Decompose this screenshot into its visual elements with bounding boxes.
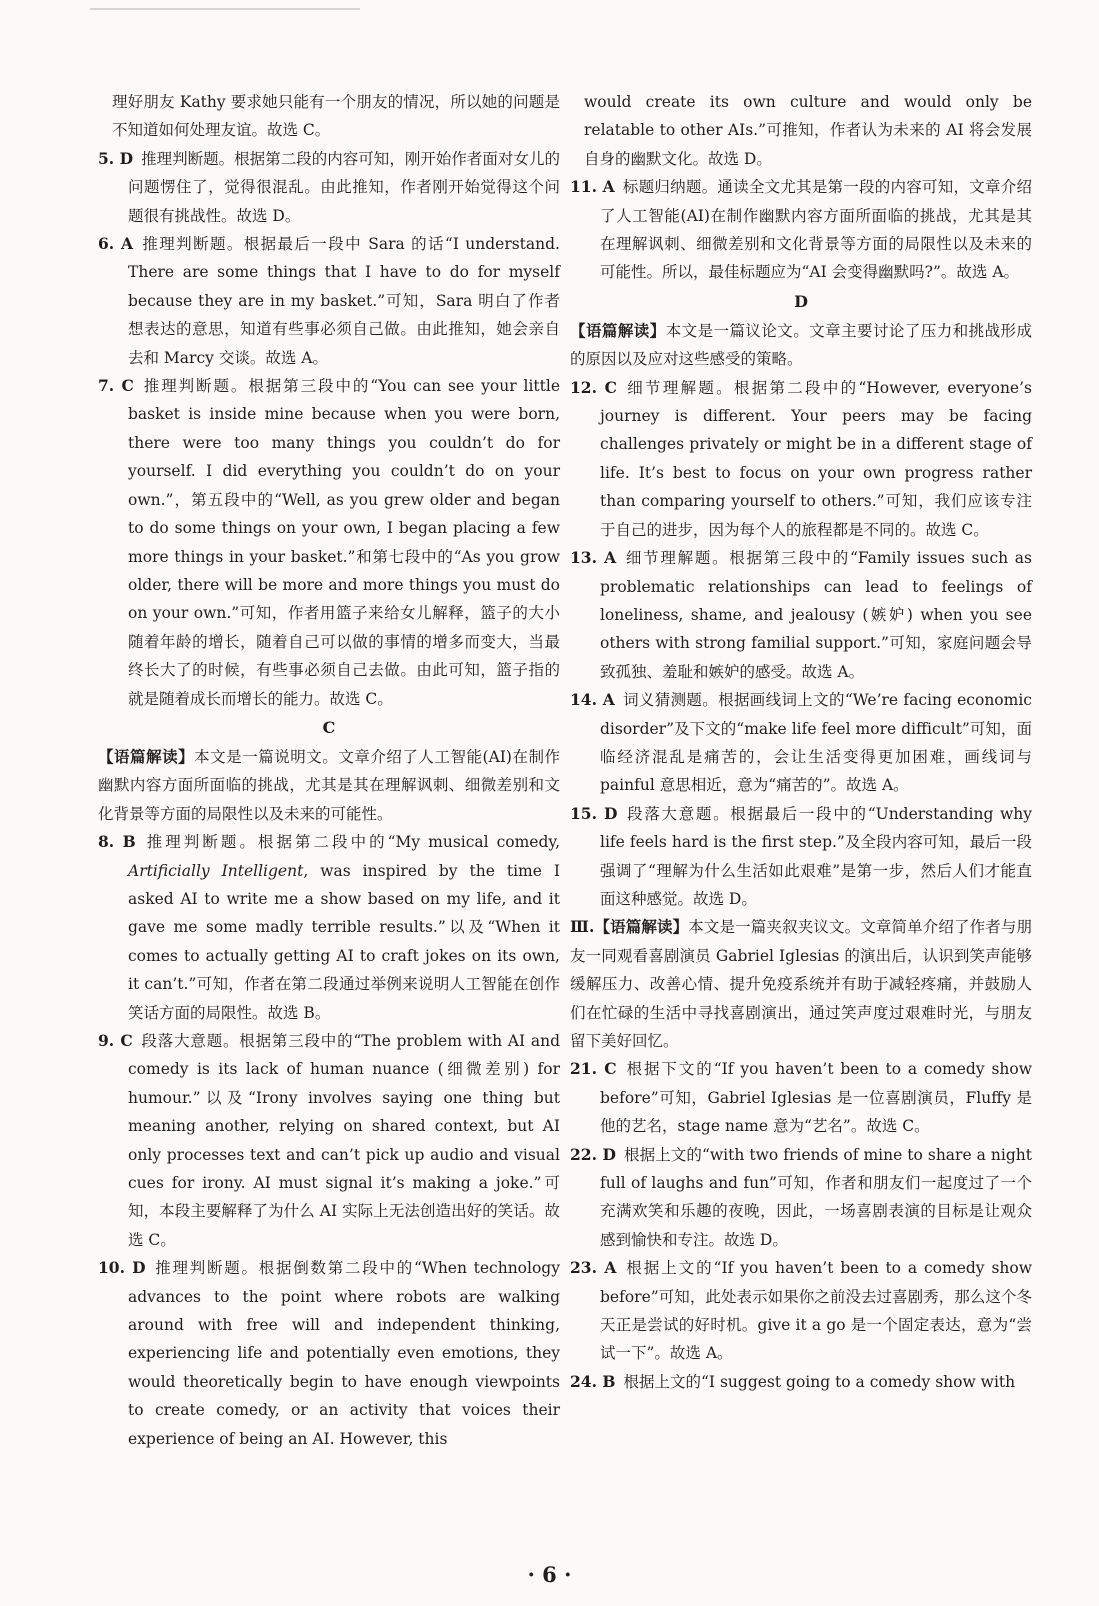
question-number: 6.: [98, 234, 121, 254]
answer-letter: D: [132, 1258, 146, 1278]
answer-letter: D: [604, 803, 618, 823]
explanation-text: 根据下文的“If you haven’t been to a comedy show before”可知，Gabriel Iglesias 是一位喜剧演员，Fluffy 是他的艺名，stage name 意为“艺名”。故选 C。: [600, 1060, 1032, 1136]
question-number: 13.: [570, 548, 605, 568]
right-column: [570, 88, 1032, 1396]
analysis-text: 本文是一篇说明文。文章介绍了人工智能(AI)在制作幽默内容方面所面临的挑战，尤其是其在理解讽刺、细微差别和文化背景等方面的局限性以及未来的可能性。: [98, 747, 560, 823]
question-number: 23.: [570, 1258, 605, 1278]
left-column: [98, 88, 560, 1453]
answer-letter: A: [602, 690, 615, 710]
question-number: 5.: [98, 148, 120, 168]
analysis-tag: 【语篇解读】: [570, 320, 666, 340]
answer-letter: B: [602, 1371, 616, 1391]
passage-analysis: [98, 743, 560, 828]
answer-item: [98, 230, 560, 372]
explanation-text: 根据上文的“I suggest going to a comedy show with: [623, 1372, 1016, 1391]
explanation-text: 推理判断题。根据第二段的内容可知，刚开始作者面对女儿的问题愣住了，觉得很混乱。由此推知，作者刚开始觉得这个问题很有挑战性。故选 D。: [128, 149, 560, 225]
answer-letter: B: [122, 832, 136, 852]
explanation-text: 推理判断题。根据第三段中的“You can see your little basket is inside mine because when you were born, there were too many things you couldn’t do for yourself. I did everything you couldn’t do on your own.”，第五段中的“Well, as you grew older and began to do some things on your own, I began placing a few more things in your basket.”和第七段中的“As you grow older, there will be more and more things you must do on your own.”可知，作者用篮子来给女儿解释，篮子的大小随着年龄的增长，随着自己可以做的事情的增多而变大，当最终长大了的时候，有些事必须自己去做。由此可知，篮子指的就是随着成长而增长的能力。故选 C。: [128, 377, 561, 708]
answer-item: [98, 145, 560, 230]
explanation-text: 细节理解题。根据第三段中的“Family issues such as problematic relationships can lead to feelings of loneliness, shame, and jealousy (嫉妒) when you see others with strong familial support.”可知，家庭问题会导致孤独、羞耻和嫉妒的感受。故选 A。: [600, 549, 1032, 681]
question-number: 21.: [570, 1059, 605, 1079]
section-heading: D: [794, 291, 808, 311]
explanation-text: 标题归纳题。通读全文尤其是第一段的内容可知，文章介绍了人工智能(AI)在制作幽默内容方面所面临的挑战，尤其是其在理解讽刺、细微差别和文化背景等方面的局限性以及未来的可能性。所以，最佳标题应为“AI 会变得幽默吗?”。故选 A。: [600, 178, 1032, 282]
explanation-text: 推理判断题。根据倒数第二段中的“When technology advances to the point where robots are walking around with free will and independent thinking, experiencing life and potentially even emotions, they would theoretically begin to have enough viewpoints to create comedy, or an activity that voices their experience of being an AI. However, this: [128, 1259, 560, 1448]
answer-item: [570, 1254, 1032, 1368]
continued-paragraph: would create its own culture and would only be relatable to other AIs.”可推知，作者认为未来的 AI 将会发展自身的幽默文化。故选 D。: [584, 93, 1032, 168]
question-number: 9.: [98, 1031, 121, 1050]
question-number: 22.: [570, 1144, 603, 1164]
question-number: 11.: [570, 177, 603, 197]
question-number: 15.: [570, 803, 605, 823]
explanation-text: 段落大意题。根据最后一段中的“Understanding why life feels hard is the first step.”及全段内容可知，最后一段强调了“理解为什么生活如此艰难”是第一步，然后人们才能直面这种感觉。故选 D。: [600, 804, 1032, 908]
answer-item: [98, 1027, 560, 1254]
answer-item: [570, 686, 1032, 800]
question-number: 8.: [98, 832, 123, 852]
answer-item: [98, 372, 560, 713]
answer-letter: C: [604, 377, 617, 397]
explanation-text: 根据上文的“with two friends of mine to share a night full of laughs and fun”可知，作者和朋友们一起度过了一个充满欢笑和乐趣的夜晚，因此，一场喜剧表演的目标是让观众感到愉快和专注。故选 D。: [600, 1145, 1032, 1249]
question-number: 24.: [570, 1371, 603, 1391]
answer-letter: A: [604, 1258, 617, 1278]
explanation-text: 段落大意题。根据第三段中的“The problem with AI and comedy is its lack of human nuance (细微差别) for humour.”以及“Irony involves saying one thing but meaning another, relying on shared context, but AI only processes text and can’t pick up audio and visual cues for irony. AI must signal it’s making a joke.”可知，本段主要解释了为什么 AI 实际上无法创造出好的笑话。故选 C。: [128, 1032, 560, 1249]
answer-item: [570, 544, 1032, 686]
question-number: 12.: [570, 377, 605, 397]
analysis-text: 本文是一篇议论文。文章主要讨论了压力和挑战形成的原因以及应对这些感受的策略。: [570, 321, 1032, 369]
answer-item: [570, 374, 1032, 544]
explanation-text-cont: , was inspired by the time I asked AI to write me a show based on my life, and it gave me some madly terrible results.”以及“When it comes to actually getting AI to craft jokes on its own, it can’t.”可知，作者在第二段通过举例来说明人工智能在创作笑话方面的局限性。故选 B。: [128, 861, 560, 1022]
answer-item: [570, 1141, 1032, 1255]
question-number: 14.: [570, 690, 603, 710]
answer-letter: D: [119, 148, 134, 168]
answer-item: [98, 1254, 560, 1453]
explanation-text: 根据上文的“If you haven’t been to a comedy show before”可知，此处表示如果你之前没去过喜剧秀，那么这个冬天正是尝试的好时机。give it a go 是一个固定表达，意为“尝试一下”。故选 A。: [600, 1259, 1032, 1363]
page-number: · 6 ·: [527, 1562, 572, 1587]
section-heading: C: [322, 717, 336, 737]
answer-letter: C: [120, 1031, 133, 1050]
answer-letter: C: [121, 376, 134, 396]
explanation-text: 词义猜测题。根据画线词上文的“We’re facing economic disorder”及下文的“make life feel more difficult”可知，面临经济混乱是痛苦的，会让生活变得更加困难，画线词与 painful 意思相近，意为“痛苦的”。故选 A。: [600, 691, 1032, 795]
passage-analysis: [570, 913, 1032, 1055]
passage-analysis: [570, 317, 1032, 374]
analysis-tag: Ⅲ.【语篇解读】: [570, 917, 689, 937]
answer-item: [570, 1368, 1032, 1396]
question-number: 7.: [98, 376, 122, 396]
explanation-text: 推理判断题。根据最后一段中 Sara 的话“I understand. There are some things that I have to do for myself because they are in my basket.”可知，Sara 明白了作者想表达的意思，知道有些事必须自己做。由此推知，她会亲自去和 Marcy 交谈。故选 A。: [128, 235, 560, 367]
answer-letter: C: [604, 1059, 617, 1079]
question-number: 10.: [98, 1258, 133, 1278]
explanation-text: 推理判断题。根据第二段中的“My musical comedy,: [143, 833, 560, 852]
answer-item: [98, 828, 560, 1027]
answer-item: [570, 800, 1032, 914]
answer-item: [570, 1055, 1032, 1140]
answer-letter: A: [120, 234, 133, 254]
italic-title: Artificially Intelligent: [128, 861, 304, 880]
continued-paragraph: 理好朋友 Kathy 要求她只能有一个朋友的情况，所以她的问题是不知道如何处理友谊。故选 C。: [112, 93, 560, 140]
answer-letter: A: [602, 177, 615, 197]
top-rule: [90, 8, 360, 10]
analysis-tag: 【语篇解读】: [98, 746, 195, 766]
explanation-text: 细节理解题。根据第二段中的“However, everyone’s journey is different. Your peers may be facing challenges privately or might be in a different stage of life. It’s best to focus on your own progress rather than comparing yourself to others.”可知，我们应该专注于自己的进步，因为每个人的旅程都是不同的。故选 C。: [600, 378, 1032, 539]
analysis-text: 本文是一篇夹叙夹议文。文章简单介绍了作者与朋友一同观看喜剧演员 Gabriel Iglesias 的演出后，认识到笑声能够缓解压力、改善心情、提升免疫系统并有助于减轻疼痛，并鼓励人们在忙碌的生活中寻找喜剧演出，通过笑声度过艰难时光，与朋友留下美好回忆。: [570, 918, 1032, 1050]
answer-letter: D: [602, 1144, 616, 1164]
answer-item: [570, 173, 1032, 287]
answer-letter: A: [604, 548, 617, 568]
